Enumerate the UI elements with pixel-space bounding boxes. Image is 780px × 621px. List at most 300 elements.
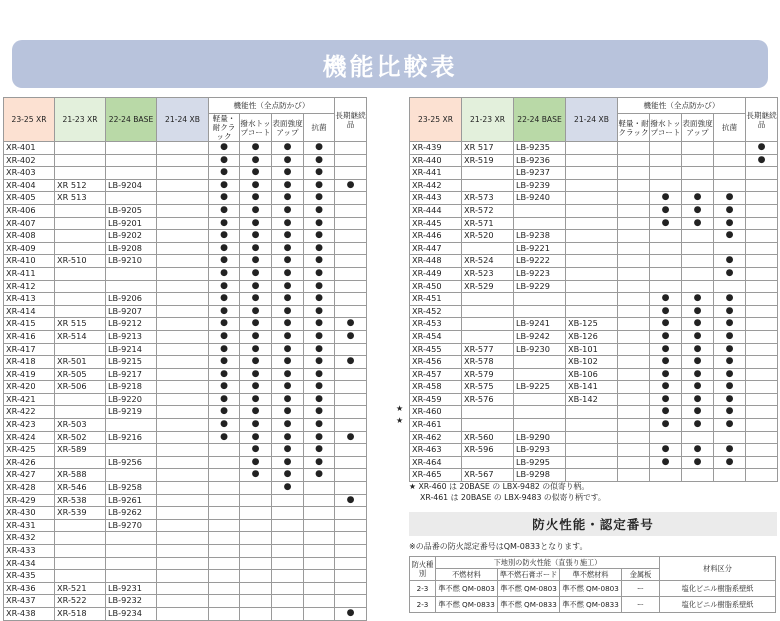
cell-lightweight: ● — [209, 343, 240, 356]
cell-xr-23-25: XR-418 — [4, 356, 55, 369]
cell-xb-21-24 — [157, 582, 209, 595]
cell-long-term — [746, 456, 778, 469]
cell-xr-21-23 — [55, 557, 106, 570]
header-22-24-base: 22-24 BASE — [106, 98, 157, 142]
cell-base-22-24 — [514, 305, 566, 318]
cell-surface-strength: ● — [272, 368, 304, 381]
cell-xb-21-24 — [157, 305, 209, 318]
cell-xb-21-24 — [566, 431, 618, 444]
cell-xr-23-25: XR-423 — [4, 419, 55, 432]
cell-water-repellent: ● — [240, 242, 272, 255]
cell-antibacterial: ● — [714, 456, 746, 469]
cell-xr-23-25: XR-403 — [4, 167, 55, 180]
cell-xr-23-25: XR-413 — [4, 293, 55, 306]
cell-base-22-24: LB-9214 — [106, 343, 157, 356]
cell-xb-21-24 — [566, 154, 618, 167]
cell-lightweight: ● — [209, 179, 240, 192]
cell-antibacterial: ● — [304, 192, 335, 205]
cell-xr-23-25: XR-433 — [4, 545, 55, 558]
cell-surface-strength: ● — [272, 343, 304, 356]
cell-xr-21-23: XR-578 — [462, 356, 514, 369]
cell-surface-strength: ● — [682, 406, 714, 419]
cell-xr-21-23: XR-567 — [462, 469, 514, 482]
cell-lightweight — [618, 242, 650, 255]
cell-xb-21-24 — [566, 280, 618, 293]
note-line-1: ★ XR-460 は 20BASE の LBX-9482 の似寄り柄。 — [409, 482, 590, 491]
cell-lightweight — [618, 192, 650, 205]
cell-antibacterial: ● — [304, 456, 335, 469]
cell-lightweight — [618, 356, 650, 369]
cell-surface-strength: ● — [272, 381, 304, 394]
cell-water-repellent: ● — [650, 318, 682, 331]
cell-antibacterial: ● — [304, 280, 335, 293]
cell-lightweight — [618, 469, 650, 482]
cell-xb-21-24 — [566, 179, 618, 192]
cell-antibacterial — [304, 570, 335, 583]
cell-xr-23-25: XR-444 — [410, 204, 462, 217]
cell-xr-21-23 — [55, 142, 106, 155]
cell-base-22-24: LB-9219 — [106, 406, 157, 419]
cell-base-22-24: LB-9213 — [106, 330, 157, 343]
cell-surface-strength: ● — [272, 456, 304, 469]
cell-long-term — [335, 368, 367, 381]
cell-xr-23-25: XR-437 — [4, 595, 55, 608]
table-row — [4, 494, 367, 507]
cell-lightweight — [209, 607, 240, 620]
cell-lightweight — [618, 293, 650, 306]
cell-base-22-24: LB-9216 — [106, 431, 157, 444]
cell-long-term — [335, 582, 367, 595]
cell-xr-21-23: XR-524 — [462, 255, 514, 268]
cell-lightweight — [618, 280, 650, 293]
cell-surface-strength: ● — [682, 217, 714, 230]
cell-xr-23-25: XR-441 — [410, 167, 462, 180]
cell-xr-23-25: XR-465 — [410, 469, 462, 482]
cell-lightweight: ● — [209, 381, 240, 394]
cell-base-22-24: LB-9256 — [106, 456, 157, 469]
cell-antibacterial: ● — [714, 356, 746, 369]
cell-surface-strength — [272, 494, 304, 507]
cell-water-repellent — [650, 280, 682, 293]
cell-lightweight — [618, 179, 650, 192]
cell-xr-21-23 — [462, 330, 514, 343]
cell-surface-strength: ● — [272, 154, 304, 167]
cell-xr-21-23 — [55, 545, 106, 558]
cell-water-repellent: ● — [240, 305, 272, 318]
cell-xr-21-23 — [55, 393, 106, 406]
cell-antibacterial: ● — [714, 217, 746, 230]
cell-base-22-24: LB-9290 — [514, 431, 566, 444]
cell-xr-21-23: XR-539 — [55, 507, 106, 520]
cell-long-term — [335, 507, 367, 520]
cell-lightweight — [618, 255, 650, 268]
cell-xr-23-25: XR-455 — [410, 343, 462, 356]
cell-water-repellent: ● — [240, 469, 272, 482]
cell-antibacterial: ● — [714, 230, 746, 243]
cell-long-term — [335, 192, 367, 205]
cell-base-22-24: LB-9237 — [514, 167, 566, 180]
cell-xr-21-23: XR-560 — [462, 431, 514, 444]
table-row — [4, 142, 367, 155]
fire-sub-gypsum: 準不燃石膏ボード — [498, 569, 560, 581]
header-function-group: 機能性（全点防かび） — [618, 98, 746, 114]
cell-xb-21-24 — [566, 406, 618, 419]
cell-antibacterial: ● — [304, 419, 335, 432]
cell-base-22-24 — [106, 142, 157, 155]
cell-lightweight: ● — [209, 293, 240, 306]
cell-water-repellent — [240, 545, 272, 558]
cell-xr-21-23 — [462, 242, 514, 255]
cell-water-repellent — [650, 242, 682, 255]
cell-long-term — [746, 330, 778, 343]
cell-long-term: ● — [746, 154, 778, 167]
cell-base-22-24: LB-9221 — [514, 242, 566, 255]
cell-long-term — [335, 469, 367, 482]
page-title: 機能比較表 — [322, 52, 458, 81]
cell-water-repellent — [650, 431, 682, 444]
cell-surface-strength — [272, 519, 304, 532]
cell-antibacterial — [304, 482, 335, 495]
table-row — [410, 204, 778, 217]
cell-xr-23-25: XR-461 — [410, 419, 462, 432]
cell-antibacterial: ● — [304, 242, 335, 255]
cell-antibacterial: ● — [304, 142, 335, 155]
cell-surface-strength: ● — [272, 142, 304, 155]
cell-xb-21-24 — [157, 343, 209, 356]
cell-lightweight: ● — [209, 267, 240, 280]
cell-xr-23-25: XR-443 — [410, 192, 462, 205]
cell-lightweight — [209, 494, 240, 507]
cell-xr-23-25: XR-442 — [410, 179, 462, 192]
cell-long-term — [746, 431, 778, 444]
cell-antibacterial — [304, 532, 335, 545]
cell-xr-21-23: XR-589 — [55, 444, 106, 457]
table-row — [410, 431, 778, 444]
cell-xr-23-25: XR-459 — [410, 393, 462, 406]
cell-lightweight — [209, 456, 240, 469]
cell-antibacterial: ● — [714, 293, 746, 306]
cell-water-repellent: ● — [650, 343, 682, 356]
cell-antibacterial: ● — [304, 431, 335, 444]
cell-antibacterial: ● — [714, 192, 746, 205]
cell-surface-strength: ● — [272, 393, 304, 406]
header-water-repellent: 撥水トップコート — [650, 114, 682, 142]
cell-long-term — [335, 570, 367, 583]
cell-xr-21-23: XR-522 — [55, 595, 106, 608]
cell-xr-21-23: XR-546 — [55, 482, 106, 495]
cell-xr-23-25: XR-425 — [4, 444, 55, 457]
header-22-24-base: 22-24 BASE — [514, 98, 566, 142]
cell-surface-strength: ● — [272, 204, 304, 217]
cell-xr-23-25: XR-424 — [4, 431, 55, 444]
cell-base-22-24: LB-9205 — [106, 204, 157, 217]
table-row — [410, 242, 778, 255]
cell-xb-21-24 — [566, 293, 618, 306]
cell-antibacterial: ● — [304, 267, 335, 280]
cell-water-repellent — [650, 255, 682, 268]
cell-water-repellent: ● — [240, 431, 272, 444]
cell-xr-23-25: XR-464 — [410, 456, 462, 469]
cell-xr-21-23: XR-577 — [462, 343, 514, 356]
cell-lightweight — [209, 582, 240, 595]
cell-long-term — [335, 267, 367, 280]
cell-surface-strength: ● — [682, 368, 714, 381]
cell-surface-strength: ● — [682, 330, 714, 343]
cell-xr-21-23 — [55, 519, 106, 532]
cell-water-repellent: ● — [240, 381, 272, 394]
cell-xr-23-25: XR-421 — [4, 393, 55, 406]
table-row — [4, 456, 367, 469]
fire-cell: 2-3 — [410, 581, 436, 597]
cell-xr-21-23: XR-520 — [462, 230, 514, 243]
cell-lightweight: ● — [209, 280, 240, 293]
table-row — [4, 570, 367, 583]
cell-xr-21-23 — [55, 406, 106, 419]
cell-water-repellent: ● — [240, 154, 272, 167]
header-antibacterial: 抗菌 — [304, 114, 335, 142]
cell-base-22-24 — [106, 532, 157, 545]
table-row — [410, 305, 778, 318]
header-21-23-xr: 21-23 XR — [462, 98, 514, 142]
fire-sub-metal: 金属板 — [622, 569, 660, 581]
cell-xr-23-25: XR-436 — [4, 582, 55, 595]
cell-water-repellent: ● — [650, 356, 682, 369]
cell-base-22-24: LB-9238 — [514, 230, 566, 243]
cell-xr-23-25: XR-411 — [4, 267, 55, 280]
cell-xr-23-25: XR-460 — [410, 406, 462, 419]
cell-lightweight — [618, 368, 650, 381]
table-row — [4, 381, 367, 394]
table-row — [410, 393, 778, 406]
cell-base-22-24: LB-9295 — [514, 456, 566, 469]
cell-xb-21-24 — [566, 267, 618, 280]
table-row — [410, 255, 778, 268]
table-row — [410, 419, 778, 432]
cell-surface-strength — [682, 179, 714, 192]
cell-xr-21-23: XR 513 — [55, 192, 106, 205]
cell-long-term — [335, 532, 367, 545]
table-row — [4, 582, 367, 595]
cell-surface-strength: ● — [682, 381, 714, 394]
cell-water-repellent: ● — [650, 444, 682, 457]
table-row — [410, 456, 778, 469]
cell-lightweight — [618, 230, 650, 243]
cell-antibacterial: ● — [714, 267, 746, 280]
cell-lightweight — [618, 393, 650, 406]
cell-xr-23-25: XR-462 — [410, 431, 462, 444]
cell-xr-23-25: XR-448 — [410, 255, 462, 268]
cell-water-repellent: ● — [240, 255, 272, 268]
table-row — [4, 595, 367, 608]
table-row — [410, 230, 778, 243]
cell-antibacterial: ● — [304, 179, 335, 192]
table-row — [410, 142, 778, 155]
cell-xb-21-24: XB-106 — [566, 368, 618, 381]
cell-xb-21-24 — [157, 595, 209, 608]
header-21-24-xb: 21-24 XB — [157, 98, 209, 142]
cell-xb-21-24 — [157, 179, 209, 192]
cell-xr-21-23 — [55, 267, 106, 280]
cell-long-term — [335, 557, 367, 570]
cell-xr-21-23 — [55, 343, 106, 356]
cell-lightweight — [618, 204, 650, 217]
cell-antibacterial: ● — [304, 293, 335, 306]
cell-water-repellent — [650, 267, 682, 280]
cell-long-term — [335, 154, 367, 167]
cell-base-22-24 — [514, 356, 566, 369]
cell-long-term — [746, 255, 778, 268]
cell-xb-21-24 — [157, 293, 209, 306]
cell-surface-strength — [272, 582, 304, 595]
table-row — [410, 217, 778, 230]
cell-xb-21-24 — [566, 469, 618, 482]
cell-xb-21-24 — [157, 356, 209, 369]
cell-base-22-24 — [514, 217, 566, 230]
cell-xr-23-25: XR-431 — [4, 519, 55, 532]
cell-water-repellent — [650, 230, 682, 243]
cell-long-term — [746, 419, 778, 432]
cell-long-term — [746, 368, 778, 381]
cell-long-term — [746, 204, 778, 217]
cell-lightweight — [209, 482, 240, 495]
title-banner — [12, 40, 768, 88]
cell-xr-23-25: XR-426 — [4, 456, 55, 469]
cell-surface-strength: ● — [682, 318, 714, 331]
cell-water-repellent: ● — [240, 142, 272, 155]
cell-lightweight — [618, 431, 650, 444]
cell-lightweight — [209, 444, 240, 457]
cell-xr-23-25: XR-405 — [4, 192, 55, 205]
cell-surface-strength — [682, 469, 714, 482]
cell-long-term — [746, 242, 778, 255]
table-row — [4, 519, 367, 532]
fire-cell: 準不燃 QM-0803 — [436, 581, 498, 597]
cell-long-term — [335, 482, 367, 495]
cell-xb-21-24 — [157, 381, 209, 394]
table-row — [410, 154, 778, 167]
table-row — [410, 293, 778, 306]
cell-lightweight: ● — [209, 356, 240, 369]
table-row — [410, 469, 778, 482]
cell-base-22-24: LB-9218 — [106, 381, 157, 394]
cell-long-term — [335, 381, 367, 394]
cell-xr-23-25: XR-416 — [4, 330, 55, 343]
cell-xr-23-25: XR-451 — [410, 293, 462, 306]
cell-lightweight: ● — [209, 255, 240, 268]
cell-xr-21-23: XR-575 — [462, 381, 514, 394]
cell-xb-21-24 — [157, 431, 209, 444]
cell-lightweight: ● — [209, 419, 240, 432]
fire-cell: ー — [622, 597, 660, 613]
cell-water-repellent: ● — [240, 167, 272, 180]
cell-water-repellent: ● — [240, 267, 272, 280]
cell-xr-23-25: XR-458 — [410, 381, 462, 394]
table-row — [4, 507, 367, 520]
cell-lightweight: ● — [209, 431, 240, 444]
cell-base-22-24 — [514, 419, 566, 432]
cell-long-term — [746, 167, 778, 180]
cell-water-repellent: ● — [650, 217, 682, 230]
cell-base-22-24 — [514, 293, 566, 306]
cell-xr-23-25: XR-414 — [4, 305, 55, 318]
cell-surface-strength — [272, 595, 304, 608]
cell-xr-21-23 — [55, 242, 106, 255]
cell-base-22-24: LB-9270 — [106, 519, 157, 532]
cell-water-repellent: ● — [240, 217, 272, 230]
cell-water-repellent — [240, 494, 272, 507]
cell-water-repellent — [650, 179, 682, 192]
cell-lightweight — [618, 142, 650, 155]
cell-surface-strength: ● — [272, 356, 304, 369]
cell-xr-23-25: XR-447 — [410, 242, 462, 255]
cell-lightweight — [618, 267, 650, 280]
table-row — [4, 242, 367, 255]
cell-lightweight: ● — [209, 368, 240, 381]
cell-xb-21-24 — [566, 230, 618, 243]
cell-xr-23-25: XR-422 — [4, 406, 55, 419]
cell-antibacterial — [714, 167, 746, 180]
cell-long-term — [335, 217, 367, 230]
table-row — [410, 167, 778, 180]
cell-surface-strength — [682, 230, 714, 243]
cell-xb-21-24 — [566, 204, 618, 217]
cell-xr-23-25: XR-415 — [4, 318, 55, 331]
cell-water-repellent: ● — [650, 305, 682, 318]
fire-section-title — [409, 512, 777, 536]
cell-water-repellent: ● — [240, 280, 272, 293]
cell-xb-21-24 — [566, 305, 618, 318]
cell-xr-21-23 — [55, 217, 106, 230]
fire-cell: 準不燃 QM-0833 — [498, 597, 560, 613]
cell-water-repellent: ● — [240, 204, 272, 217]
cell-xr-21-23: XR-506 — [55, 381, 106, 394]
cell-surface-strength — [272, 545, 304, 558]
cell-lightweight — [618, 381, 650, 394]
cell-lightweight — [618, 456, 650, 469]
cell-long-term — [746, 381, 778, 394]
cell-surface-strength — [272, 557, 304, 570]
cell-xr-23-25: XR-454 — [410, 330, 462, 343]
cell-water-repellent: ● — [240, 343, 272, 356]
cell-water-repellent: ● — [650, 456, 682, 469]
cell-base-22-24 — [106, 570, 157, 583]
cell-xr-21-23: XR-523 — [462, 267, 514, 280]
cell-base-22-24 — [106, 419, 157, 432]
cell-lightweight — [618, 330, 650, 343]
cell-antibacterial — [304, 519, 335, 532]
cell-surface-strength: ● — [682, 305, 714, 318]
cell-base-22-24: LB-9262 — [106, 507, 157, 520]
cell-lightweight: ● — [209, 330, 240, 343]
cell-xb-21-24 — [157, 167, 209, 180]
cell-base-22-24 — [514, 393, 566, 406]
table-row — [410, 280, 778, 293]
cell-xr-23-25: XR-407 — [4, 217, 55, 230]
cell-xr-21-23: XR-576 — [462, 393, 514, 406]
cell-lightweight: ● — [209, 217, 240, 230]
cell-xr-23-25: XR-408 — [4, 230, 55, 243]
cell-long-term — [335, 595, 367, 608]
cell-surface-strength: ● — [682, 204, 714, 217]
cell-water-repellent: ● — [240, 393, 272, 406]
cell-xr-23-25: XR-427 — [4, 469, 55, 482]
cell-antibacterial: ● — [714, 419, 746, 432]
cell-xb-21-24 — [157, 154, 209, 167]
cell-xb-21-24 — [566, 167, 618, 180]
cell-surface-strength — [272, 570, 304, 583]
cell-xr-23-25: XR-440 — [410, 154, 462, 167]
cell-base-22-24: LB-9204 — [106, 179, 157, 192]
